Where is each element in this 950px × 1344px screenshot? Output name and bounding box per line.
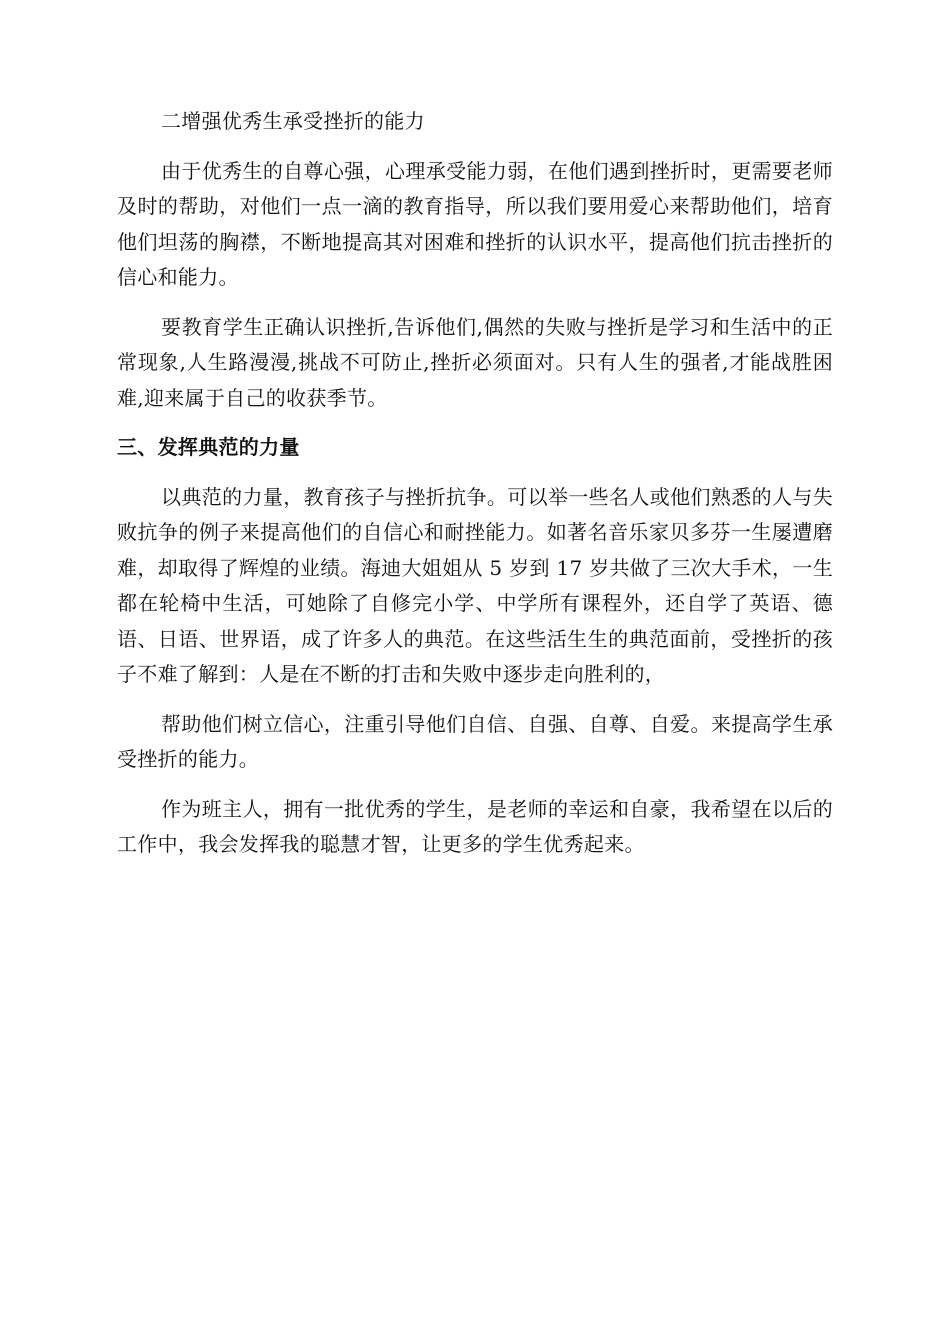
section-heading: 三、发挥典范的力量 <box>117 435 300 459</box>
paragraph: 以典范的力量，教育孩子与挫折抗争。可以举一些名人或他们熟悉的人与失败抗争的例子来提高他们的自信心和耐挫能力。如著名音乐家贝多芬一生屡遭磨难，却取得了辉煌的业绩。海迪大姐姐从 5 岁到 17 岁共做了三次大手术，一生都在轮椅中生活，可她除了自修完小学、中学所有课程外，还自学了英语、德语、日语、世界语，成了许多人的典范。在这些活生生的典范面前，受挫折的孩子不难了解到：人是在不断的打击和失败中逐步走向胜利的， <box>117 484 833 686</box>
document-page <box>117 104 833 877</box>
subheading: 二增强优秀生承受挫折的能力 <box>161 109 425 133</box>
paragraph: 作为班主人，拥有一批优秀的学生，是老师的幸运和自豪，我希望在以后的工作中，我会发挥我的聪慧才智，让更多的学生优秀起来。 <box>117 796 833 856</box>
paragraph: 要教育学生正确认识挫折,告诉他们,偶然的失败与挫折是学习和生活中的正常现象,人生路漫漫,挑战不可防止,挫折必须面对。只有人生的强者,才能战胜困难,迎来属于自己的收获季节。 <box>117 314 833 410</box>
paragraph: 由于优秀生的自尊心强，心理承受能力弱，在他们遇到挫折时，更需要老师及时的帮助，对他们一点一滴的教育指导，所以我们要用爱心来帮助他们，培育他们坦荡的胸襟，不断地提高其对困难和挫折的认识水平，提高他们抗击挫折的信心和能力。 <box>117 158 833 289</box>
paragraph: 帮助他们树立信心，注重引导他们自信、自强、自尊、自爱。来提高学生承受挫折的能力。 <box>117 711 833 771</box>
